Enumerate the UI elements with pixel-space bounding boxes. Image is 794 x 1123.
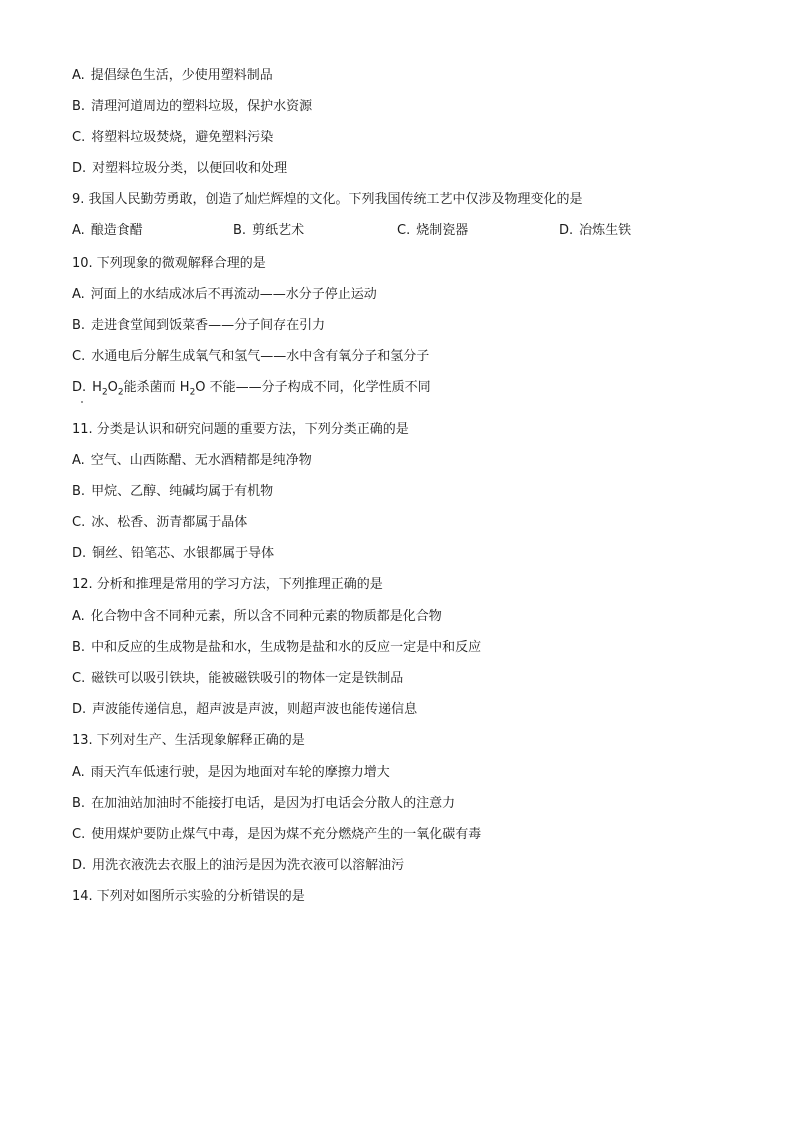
option-label: D. xyxy=(72,858,87,873)
option-label: C. xyxy=(72,349,86,364)
option-text: 声波能传递信息，超声波是声波，则超声波也能传递信息 xyxy=(92,702,418,717)
q11-option-b xyxy=(72,483,273,501)
option-label: B. xyxy=(72,318,86,333)
option-label: C. xyxy=(72,671,86,686)
option-label: C. xyxy=(72,130,86,145)
q9-stem: 9. 我国人民勤劳勇敢，创造了灿烂辉煌的文化。下列我国传统工艺中仅涉及物理变化的是 xyxy=(72,192,583,207)
option-label: B. xyxy=(72,484,86,499)
option-text-end: O 不能——分子构成不同，化学性质不同 xyxy=(195,380,431,395)
option-label: C. xyxy=(72,515,86,530)
q13-option-a xyxy=(72,764,390,782)
option-text: 冶炼生铁 xyxy=(579,223,632,238)
q9-option-d xyxy=(559,222,631,240)
option-label: A. xyxy=(72,223,85,238)
option-text: 将塑料垃圾焚烧，避免塑料污染 xyxy=(91,130,274,145)
q12-stem: 12. 分析和推理是常用的学习方法，下列推理正确的是 xyxy=(72,577,383,592)
q10-option-c xyxy=(72,348,429,366)
q12-option-b xyxy=(72,639,481,657)
q12-option-d xyxy=(72,701,417,719)
option-text: 酿造食醋 xyxy=(90,223,143,238)
option-text: 磁铁可以吸引铁块，能被磁铁吸引的物体一定是铁制品 xyxy=(91,671,404,686)
option-text: 铜丝、铅笔芯、水银都属于导体 xyxy=(92,546,275,561)
option-text: 用洗衣液洗去衣服上的油污是因为洗衣液可以溶解油污 xyxy=(92,858,405,873)
q8-option-a xyxy=(72,67,273,85)
option-label: A. xyxy=(72,765,85,780)
option-label: D. xyxy=(559,223,574,238)
option-label: C. xyxy=(72,827,86,842)
q12-option-a xyxy=(72,608,442,626)
q13-option-d xyxy=(72,857,404,875)
option-text: 剪纸艺术 xyxy=(252,223,305,238)
q14-stem: 14. 下列对如图所示实验的分析错误的是 xyxy=(72,889,305,904)
option-label: B. xyxy=(72,796,86,811)
q9-option-c xyxy=(397,222,468,240)
option-text: 雨天汽车低速行驶，是因为地面对车轮的摩擦力增大 xyxy=(90,765,390,780)
q10-option-b xyxy=(72,317,325,335)
q11-option-d xyxy=(72,545,274,563)
option-label: B. xyxy=(233,223,247,238)
formula-h2o2: $H_2O_2$ xyxy=(92,380,124,398)
option-label: D. xyxy=(72,380,87,395)
option-text: 中和反应的生成物是盐和水，生成物是盐和水的反应一定是中和反应 xyxy=(91,640,482,655)
option-label: A. xyxy=(72,287,85,302)
option-text-mid: 能杀菌而 H xyxy=(123,380,190,395)
q10-option-a xyxy=(72,286,377,304)
option-label: B. xyxy=(72,99,86,114)
option-label: B. xyxy=(72,640,86,655)
q11-option-c xyxy=(72,514,247,532)
option-label: A. xyxy=(72,609,85,624)
q8-option-d xyxy=(72,160,287,178)
q8-option-b xyxy=(72,98,312,116)
option-text: 化合物中含不同种元素，所以含不同种元素的物质都是化合物 xyxy=(90,609,442,624)
option-text: 对塑料垃圾分类，以便回收和处理 xyxy=(92,161,288,176)
option-text: 甲烷、乙醇、纯碱均属于有机物 xyxy=(91,484,274,499)
option-label: D. xyxy=(72,702,87,717)
option-text: 使用煤炉要防止煤气中毒，是因为煤不充分燃烧产生的一氧化碳有毒 xyxy=(91,827,482,842)
q13-stem: 13. 下列对生产、生活现象解释正确的是 xyxy=(72,733,305,748)
q10-option-d xyxy=(72,379,431,397)
q9-option-b xyxy=(233,222,304,240)
option-text: 冰、松香、沥青都属于晶体 xyxy=(91,515,248,530)
option-text: 水通电后分解生成氧气和氢气——水中含有氧分子和氢分子 xyxy=(91,349,430,364)
option-label: D. xyxy=(72,161,87,176)
q11-stem: 11. 分类是认识和研究问题的重要方法，下列分类正确的是 xyxy=(72,422,409,437)
option-text: 烧制瓷器 xyxy=(416,223,469,238)
scan-dot xyxy=(81,401,83,403)
q12-option-c xyxy=(72,670,403,688)
option-text: 走进食堂闻到饭菜香——分子间存在引力 xyxy=(91,318,326,333)
option-label: A. xyxy=(72,453,85,468)
option-text: 在加油站加油时不能接打电话，是因为打电话会分散人的注意力 xyxy=(91,796,456,811)
q13-option-c xyxy=(72,826,481,844)
q8-option-c xyxy=(72,129,273,147)
option-label: A. xyxy=(72,68,85,83)
option-text: 清理河道周边的塑料垃圾，保护水资源 xyxy=(91,99,313,114)
option-label: C. xyxy=(397,223,411,238)
q9-option-a xyxy=(72,222,143,240)
q11-option-a xyxy=(72,452,312,470)
option-text: 河面上的水结成冰后不再流动——水分子停止运动 xyxy=(90,287,377,302)
q10-stem: 10. 下列现象的微观解释合理的是 xyxy=(72,256,266,271)
option-text: 空气、山西陈醋、无水酒精都是纯净物 xyxy=(90,453,312,468)
option-label: D. xyxy=(72,546,87,561)
option-text: 提倡绿色生活，少使用塑料制品 xyxy=(90,68,273,83)
q13-option-b xyxy=(72,795,455,813)
formula-subscript: 2 xyxy=(189,387,196,398)
